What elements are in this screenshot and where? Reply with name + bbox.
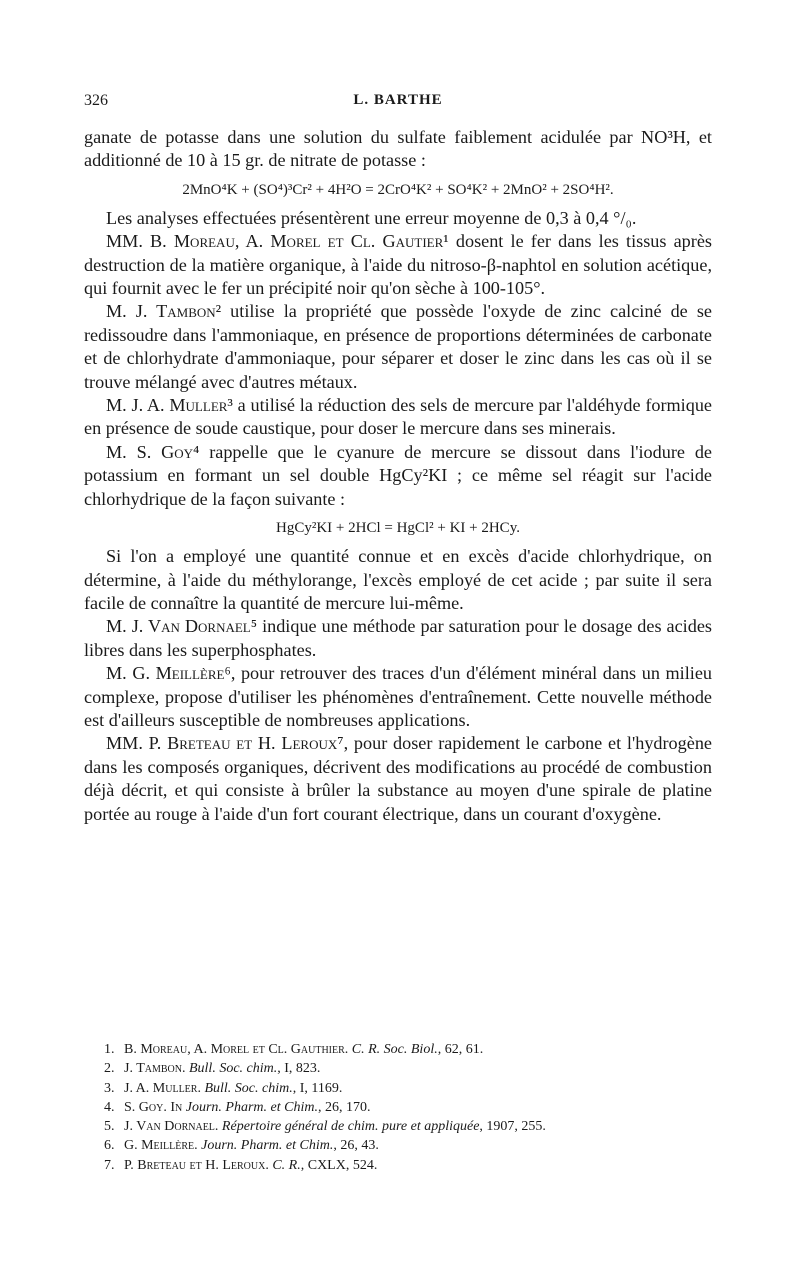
- footnote: [104, 1079, 712, 1098]
- footnote: [104, 1156, 712, 1175]
- paragraph-methylorange: Si l'on a employé une quantité connue et en excès d'acide chlorhydrique, on détermine, à l'aide du méthylorange, l'excès employé de cet acide ; par suite il sera facile de connaître la quantité de mercure lui-même.: [84, 546, 712, 613]
- paragraph-text: , pour doser rapidement le carbone et l'hydrogène dans les composés organiques, décrivent des modifications au procédé de combustion déjà décrit, et qui consiste à brûler la substance au moyen d'une spirale de platine portée au rouge à l'aide d'un fort courant électrique, dans un courant d'oxygène.: [84, 733, 712, 824]
- running-head: L. BARTHE: [353, 92, 443, 108]
- footnote-number: 4.: [104, 1099, 115, 1115]
- paragraph-text: utilise la propriété que possède l'oxyde de zinc calciné de se redissoudre dans l'ammoniaque, en présence de proportions déterminées de carbonate et de chlorhydrate d'ammoniaque, pour séparer et doser le zinc dans les cas où il se trouve mélangé avec d'autres métaux.: [84, 301, 712, 392]
- footnote-authors: B. Moreau, A. Morel et Cl. Gauthier.: [124, 1042, 349, 1057]
- paragraph-continuation: ganate de potasse dans une solution du sulfate faiblement acidulée par NO³H, et additionné de 10 à 15 gr. de nitrate de potasse :: [84, 127, 712, 171]
- paragraph-text: a utilisé la réduction des sels de mercure par l'aldéhyde formique en présence de soude caustique, pour doser le mercure dans ses minerais.: [84, 395, 712, 439]
- author-names: M. S. Goy⁴: [106, 441, 200, 462]
- chemical-equation-2: HgCy²KI + 2HCl = HgCl² + KI + 2HCy.: [276, 520, 520, 537]
- paragraph-goy: [84, 441, 712, 511]
- author-names: M. J. Tambon²: [106, 301, 222, 322]
- author-names: MM. P. Breteau et H. Leroux⁷: [106, 733, 344, 754]
- footnote-source: Journ. Pharm. et Chim.: [185, 1099, 318, 1115]
- footnote-source: Bull. Soc. chim.: [204, 1080, 293, 1096]
- footnote: [104, 1117, 712, 1136]
- paragraph-analyses: Les analyses effectuées présentèrent une erreur moyenne de 0,3 à 0,4 °/₀.: [106, 207, 637, 228]
- footnote-ref: , 26, 170.: [317, 1099, 371, 1115]
- footnote-authors: S. Goy. In: [124, 1099, 183, 1115]
- paragraph-tambon: [84, 300, 712, 394]
- footnote-ref: , 1907, 255.: [479, 1119, 546, 1135]
- footnote-number: 6.: [104, 1138, 115, 1154]
- footnote-authors: J. A. Muller.: [124, 1080, 201, 1096]
- paragraph-breteau: [84, 732, 712, 826]
- footnote-number: 2.: [104, 1061, 115, 1077]
- footnotes: [104, 1040, 712, 1175]
- footnote-number: 3.: [104, 1080, 115, 1096]
- paragraph-text: , pour retrouver des traces d'un d'élément minéral dans un milieu complexe, propose d'utiliser les phénomènes d'entraînement. Cette nouvelle méthode est d'ailleurs susceptible de nombreuses applications.: [84, 663, 712, 730]
- chemical-equation-1: 2MnO⁴K + (SO⁴)³Cr² + 4H²O = 2CrO⁴K² + SO⁴K² + 2MnO² + 2SO⁴H².: [182, 181, 614, 198]
- author-names: MM. B. Moreau, A. Morel et Cl. Gautier¹: [106, 231, 449, 252]
- paragraph-text: indique une méthode par saturation pour le dosage des acides libres dans les superphosphates.: [84, 616, 712, 660]
- paragraph-meillere: [84, 662, 712, 732]
- footnote: [104, 1136, 712, 1155]
- footnote-authors: J. Van Dornael.: [124, 1119, 219, 1135]
- footnote-ref: , 62, 61.: [437, 1042, 484, 1057]
- footnote-source: C. R. Soc. Biol.: [351, 1042, 438, 1057]
- footnote-ref: , I, 1169.: [292, 1080, 343, 1096]
- footnote-source: Bull. Soc. chim.: [188, 1061, 278, 1077]
- footnote-ref: , CXLX, 524.: [300, 1157, 378, 1173]
- footnote: [104, 1098, 712, 1117]
- author-names: M. G. Meillère⁶: [106, 663, 231, 684]
- author-names: M. J. A. Muller³: [106, 395, 233, 416]
- page-header: [84, 92, 712, 116]
- footnote-authors: J. Tambon.: [124, 1061, 186, 1077]
- footnote-authors: G. Meillère.: [124, 1138, 198, 1154]
- footnote: [104, 1040, 712, 1059]
- footnote-ref: , 26, 43.: [333, 1138, 379, 1154]
- paragraph-text: rappelle que le cyanure de mercure se dissout dans l'iodure de potassium en formant un sel double HgCy²KI ; ce même sel réagit sur l'acide chlorhydrique de la façon suivante :: [84, 441, 712, 509]
- paragraph-muller: [84, 394, 712, 441]
- body-text: [84, 126, 712, 826]
- footnote-source: C. R.: [272, 1157, 301, 1173]
- author-names: M. J. Van Dornael⁵: [106, 616, 258, 637]
- paragraph-van-dornael: [84, 615, 712, 662]
- paragraph-moreau: [84, 230, 712, 300]
- footnote-number: 5.: [104, 1119, 115, 1135]
- footnote-number: 1.: [104, 1042, 115, 1057]
- footnote-source: Répertoire général de chim. pure et appliquée: [221, 1119, 480, 1135]
- footnote-source: Journ. Pharm. et Chim.: [201, 1138, 334, 1154]
- paragraph-text: dosent le fer dans les tissus après destruction de la matière organique, à l'aide du nitroso-β-naphtol en solution acétique, qui fournit avec le fer un précipité noir qu'on sèche à 100-105°.: [84, 231, 712, 299]
- footnote-authors: P. Breteau et H. Leroux.: [124, 1157, 269, 1173]
- footnote: [104, 1059, 712, 1078]
- footnote-ref: , I, 823.: [277, 1061, 321, 1077]
- footnote-number: 7.: [104, 1157, 115, 1173]
- page-number: 326: [84, 92, 108, 109]
